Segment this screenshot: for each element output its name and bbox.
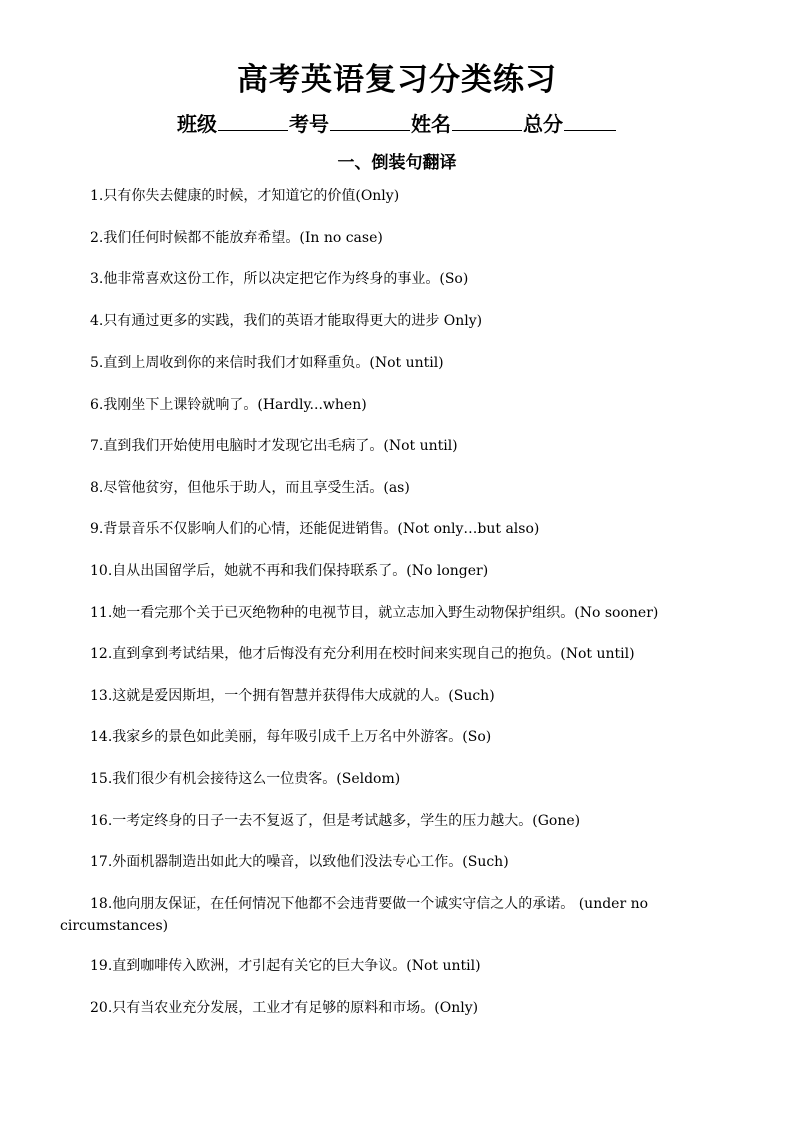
question-item: 8.尽管他贫穷，但他乐于助人，而且享受生活。(as) [90, 480, 410, 496]
question-item: 10.自从出国留学后，她就不再和我们保持联系了。(No longer) [90, 563, 489, 579]
name-label: 姓名 [411, 112, 451, 136]
question-item: 12.直到拿到考试结果，他才后悔没有充分利用在校时间来实现自己的抱负。(Not until) [90, 646, 635, 662]
question-item: 18.他向朋友保证，在任何情况下他都不会违背要做一个诚实守信之人的承诺。 (under no circumstances) [60, 896, 649, 934]
question-item: 2.我们任何时候都不能放弃希望。(In no case) [90, 230, 383, 246]
question-item: 17.外面机器制造出如此大的噪音，以致他们没法专心工作。(Such) [90, 854, 509, 870]
question-item: 15.我们很少有机会接待这么一位贵客。(Seldom) [90, 771, 401, 787]
question-item: 6.我刚坐下上课铃就响了。(Hardly...when) [90, 397, 367, 413]
question-item: 7.直到我们开始使用电脑时才发现它出毛病了。(Not until) [90, 438, 458, 454]
question-item: 13.这就是爱因斯坦，一个拥有智慧并获得伟大成就的人。(Such) [90, 688, 495, 704]
total-score-label: 总分 [523, 112, 563, 136]
question-item: 16.一考定终身的日子一去不复返了，但是考试越多，学生的压力越大。(Gone) [90, 813, 581, 829]
question-item: 20.只有当农业充分发展，工业才有足够的原料和市场。(Only) [90, 1000, 479, 1016]
exam-number-blank[interactable] [330, 110, 410, 131]
question-item: 3.他非常喜欢这份工作，所以决定把它作为终身的事业。(So) [90, 271, 469, 287]
question-item: 5.直到上周收到你的来信时我们才如释重负。(Not until) [90, 355, 444, 371]
total-score-blank[interactable] [564, 110, 616, 131]
page-title: 高考英语复习分类练习 [237, 62, 557, 98]
question-item: 9.背景音乐不仅影响人们的心情，还能促进销售。(Not only…but also) [90, 521, 540, 537]
class-blank[interactable] [218, 110, 288, 131]
question-item: 14.我家乡的景色如此美丽，每年吸引成千上万名中外游客。(So) [90, 729, 492, 745]
section-heading: 一、倒装句翻译 [337, 153, 457, 173]
question-item: 19.直到咖啡传入欧洲，才引起有关它的巨大争议。(Not until) [90, 958, 481, 974]
name-blank[interactable] [452, 110, 522, 131]
class-label: 班级 [177, 112, 217, 136]
exam-number-label: 考号 [289, 112, 329, 136]
student-info-line [0, 110, 794, 138]
question-item: 11.她一看完那个关于已灭绝物种的电视节目，就立志加入野生动物保护组织。(No sooner) [90, 605, 659, 621]
question-item: 4.只有通过更多的实践，我们的英语才能取得更大的进步 Only) [90, 313, 483, 329]
question-item: 1.只有你失去健康的时候，才知道它的价值(Only) [90, 188, 400, 204]
